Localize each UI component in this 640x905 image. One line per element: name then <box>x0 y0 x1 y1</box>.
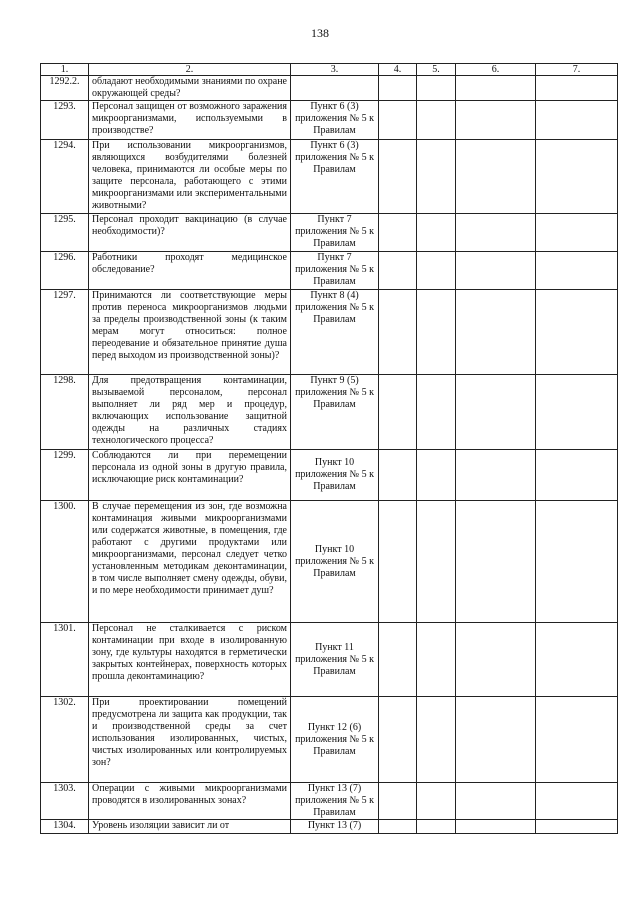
row-col-5 <box>417 101 456 140</box>
row-number: 1294. <box>41 140 89 214</box>
row-question: При проектировании помещений предусмотрена ли защита как продукции, так и производственной среды за счет использования изолированных, чистых, чистых изолированных или контролируемых зон? <box>89 697 291 783</box>
row-col-6 <box>456 501 536 623</box>
table-row <box>41 140 618 214</box>
row-col-4 <box>379 101 417 140</box>
row-number: 1301. <box>41 623 89 697</box>
row-col-6 <box>456 375 536 450</box>
row-question: Персонал не сталкивается с риском контаминации при входе в изолированную зону, где культуры находятся в герметически закрытых контейнерах, поверхность которых прошла деконтаминацию? <box>89 623 291 697</box>
row-question: Работники проходят медицинское обследование? <box>89 252 291 290</box>
table-row <box>41 697 618 783</box>
row-number: 1292.2. <box>41 76 89 101</box>
row-col-6 <box>456 290 536 375</box>
row-col-7 <box>536 820 618 834</box>
row-col-7 <box>536 290 618 375</box>
row-col-6 <box>456 783 536 820</box>
row-col-4 <box>379 697 417 783</box>
header-col-1: 1. <box>41 64 89 76</box>
row-col-4 <box>379 140 417 214</box>
row-question: Персонал защищен от возможного заражения микроорганизмами, используемыми в производстве? <box>89 101 291 140</box>
row-col-6 <box>456 252 536 290</box>
table-row <box>41 375 618 450</box>
row-col-7 <box>536 623 618 697</box>
row-col-5 <box>417 214 456 252</box>
table-row <box>41 501 618 623</box>
row-col-7 <box>536 697 618 783</box>
row-question: Принимаются ли соответствующие меры против переноса микроорганизмов людьми за пределы производственной зоны (к таким мерам могут относиться: полное переодевание и обязательное принятие душа перед выходом из производственной зоны)? <box>89 290 291 375</box>
row-reference: Пункт 7 приложения № 5 к Правилам <box>291 214 379 252</box>
row-col-4 <box>379 783 417 820</box>
row-question: При использовании микроорганизмов, являющихся возбудителями болезней человека, принимаются ли особые меры по защите персонала, работающего с этими микроорганизмами или экспериментальными животными? <box>89 140 291 214</box>
page-number: 138 <box>311 26 329 40</box>
row-question: Соблюдаются ли при перемещении персонала из одной зоны в другую правила, исключающие риск контаминации? <box>89 450 291 501</box>
table-row <box>41 76 618 101</box>
row-number: 1304. <box>41 820 89 834</box>
row-question: обладают необходимыми знаниями по охране окружающей среды? <box>89 76 291 101</box>
row-col-7 <box>536 101 618 140</box>
row-col-6 <box>456 214 536 252</box>
row-reference: Пункт 12 (6) приложения № 5 к Правилам <box>291 697 379 783</box>
table-row <box>41 101 618 140</box>
row-reference: Пункт 13 (7) приложения № 5 к Правилам <box>291 783 379 820</box>
row-reference: Пункт 8 (4) приложения № 5 к Правилам <box>291 290 379 375</box>
row-col-5 <box>417 697 456 783</box>
row-reference: Пункт 6 (3) приложения № 5 к Правилам <box>291 101 379 140</box>
row-question: Персонал проходит вакцинацию (в случае необходимости)? <box>89 214 291 252</box>
row-col-4 <box>379 623 417 697</box>
row-number: 1302. <box>41 697 89 783</box>
row-col-6 <box>456 623 536 697</box>
row-col-7 <box>536 140 618 214</box>
row-reference <box>291 76 379 101</box>
row-col-5 <box>417 140 456 214</box>
row-col-6 <box>456 697 536 783</box>
row-col-5 <box>417 252 456 290</box>
table-row <box>41 290 618 375</box>
row-col-4 <box>379 290 417 375</box>
header-col-5: 5. <box>417 64 456 76</box>
row-col-4 <box>379 214 417 252</box>
row-col-6 <box>456 450 536 501</box>
checklist-table <box>40 63 618 834</box>
row-col-7 <box>536 76 618 101</box>
row-col-4 <box>379 252 417 290</box>
row-reference: Пункт 10 приложения № 5 к Правилам <box>291 501 379 623</box>
row-col-5 <box>417 501 456 623</box>
row-number: 1303. <box>41 783 89 820</box>
row-col-4 <box>379 820 417 834</box>
row-reference: Пункт 9 (5) приложения № 5 к Правилам <box>291 375 379 450</box>
row-number: 1296. <box>41 252 89 290</box>
row-number: 1295. <box>41 214 89 252</box>
row-col-5 <box>417 290 456 375</box>
row-col-5 <box>417 450 456 501</box>
row-number: 1300. <box>41 501 89 623</box>
table-row <box>41 214 618 252</box>
row-col-7 <box>536 501 618 623</box>
row-col-5 <box>417 76 456 101</box>
row-col-7 <box>536 783 618 820</box>
row-col-6 <box>456 76 536 101</box>
row-col-4 <box>379 450 417 501</box>
header-col-3: 3. <box>291 64 379 76</box>
row-col-5 <box>417 375 456 450</box>
row-number: 1298. <box>41 375 89 450</box>
row-reference: Пункт 11 приложения № 5 к Правилам <box>291 623 379 697</box>
row-question: В случае перемещения из зон, где возможна контаминация живыми микроорганизмами или содержатся животные, в помещения, где работают с другими продуктами или микроорганизмами, персонал следует четко установленным методикам деконтаминации, в том числе выполняет смену одежды, обуви, и по мере необходимости принимает душ? <box>89 501 291 623</box>
header-col-7: 7. <box>536 64 618 76</box>
row-col-7 <box>536 214 618 252</box>
row-col-7 <box>536 375 618 450</box>
row-col-4 <box>379 76 417 101</box>
row-col-5 <box>417 820 456 834</box>
row-col-5 <box>417 783 456 820</box>
row-reference: Пункт 7 приложения № 5 к Правилам <box>291 252 379 290</box>
row-col-4 <box>379 375 417 450</box>
row-col-5 <box>417 623 456 697</box>
table-row <box>41 450 618 501</box>
row-reference: Пункт 13 (7) <box>291 820 379 834</box>
header-col-4: 4. <box>379 64 417 76</box>
table-row <box>41 783 618 820</box>
row-col-6 <box>456 820 536 834</box>
row-col-6 <box>456 140 536 214</box>
row-number: 1299. <box>41 450 89 501</box>
row-col-6 <box>456 101 536 140</box>
table-row <box>41 623 618 697</box>
header-col-2: 2. <box>89 64 291 76</box>
row-question: Уровень изоляции зависит ли от <box>89 820 291 834</box>
table-row <box>41 820 618 834</box>
header-col-6: 6. <box>456 64 536 76</box>
row-question: Для предотвращения контаминации, вызываемой персоналом, персонал выполняет ли ряд мер и процедур, включающих использование защитной одежды на различных стадиях технологического процесса? <box>89 375 291 450</box>
table-row <box>41 252 618 290</box>
row-number: 1293. <box>41 101 89 140</box>
row-number: 1297. <box>41 290 89 375</box>
row-col-7 <box>536 252 618 290</box>
header-row <box>41 64 618 76</box>
row-reference: Пункт 10 приложения № 5 к Правилам <box>291 450 379 501</box>
row-reference: Пункт 6 (3) приложения № 5 к Правилам <box>291 140 379 214</box>
row-col-4 <box>379 501 417 623</box>
row-col-7 <box>536 450 618 501</box>
row-question: Операции с живыми микроорганизмами проводятся в изолированных зонах? <box>89 783 291 820</box>
